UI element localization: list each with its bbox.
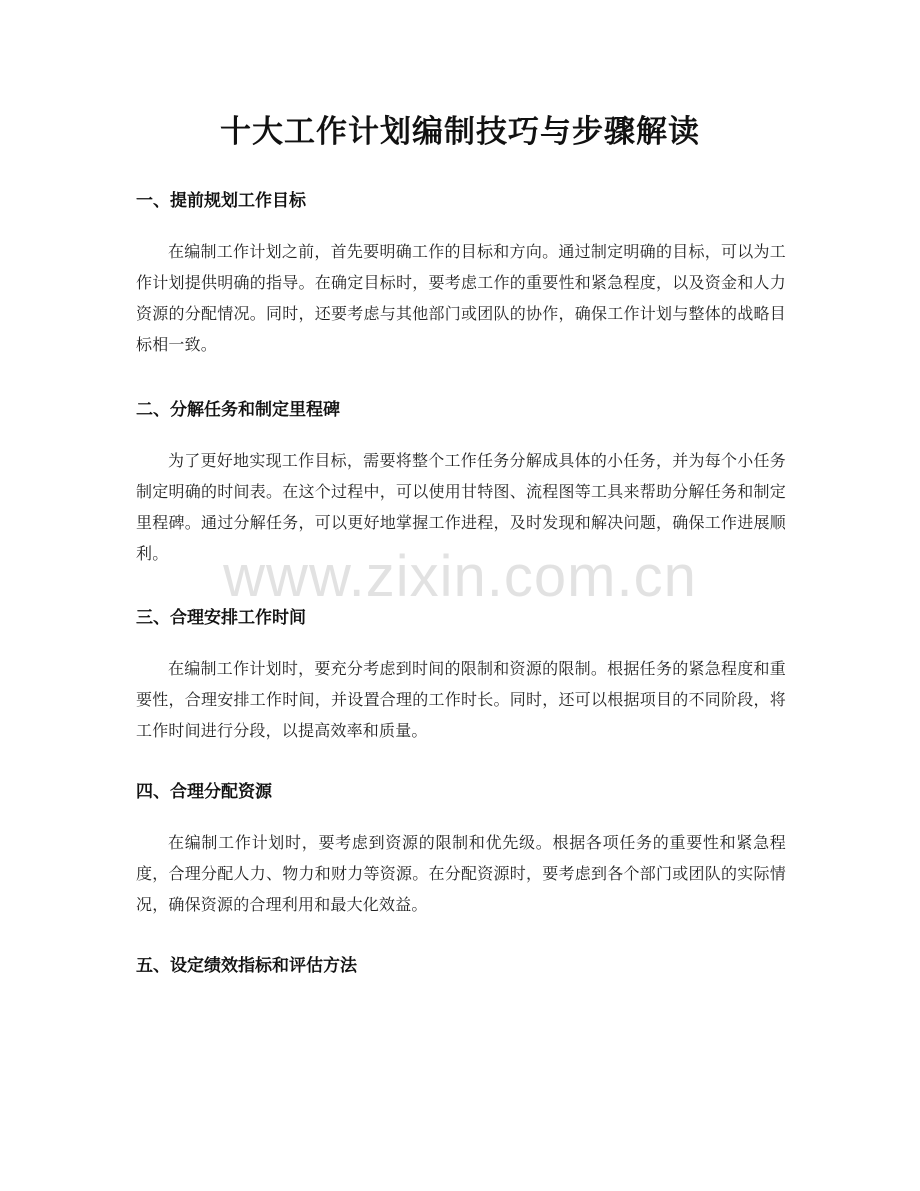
section-paragraph-1: 在编制工作计划之前，首先要明确工作的目标和方向。通过制定明确的目标，可以为工作计划提供明确的指导。在确定目标时，要考虑工作的重要性和紧急程度，以及资金和人力资源的分配情况。同时，还要考虑与其他部门或团队的协作，确保工作计划与整体的战略目标相一致。	[136, 242, 786, 354]
section-paragraph-3: 在编制工作计划时，要充分考虑到时间的限制和资源的限制。根据任务的紧急程度和重要性，合理安排工作时间，并设置合理的工作时长。同时，还可以根据项目的不同阶段，将工作时间进行分段，以提高效率和质量。	[136, 659, 786, 740]
section-paragraph-4: 在编制工作计划时，要考虑到资源的限制和优先级。根据各项任务的重要性和紧急程度，合理分配人力、物力和财力等资源。在分配资源时，要考虑到各个部门或团队的实际情况，确保资源的合理利用和最大化效益。	[136, 833, 786, 914]
section-heading-3: 三、合理安排工作时间	[136, 608, 306, 628]
section-heading-5: 五、设定绩效指标和评估方法	[136, 956, 357, 976]
section-heading-4: 四、合理分配资源	[136, 782, 272, 802]
section-heading-2: 二、分解任务和制定里程碑	[136, 400, 340, 420]
watermark-text: www.zixin.com.cn	[223, 544, 697, 609]
section-heading-1: 一、提前规划工作目标	[136, 191, 306, 211]
document-title: 十大工作计划编制技巧与步骤解读	[220, 114, 700, 150]
section-paragraph-2: 为了更好地实现工作目标，需要将整个工作任务分解成具体的小任务，并为每个小任务制定明确的时间表。在这个过程中，可以使用甘特图、流程图等工具来帮助分解任务和制定里程碑。通过分解任务，可以更好地掌握工作进程，及时发现和解决问题，确保工作进展顺利。	[136, 451, 786, 563]
